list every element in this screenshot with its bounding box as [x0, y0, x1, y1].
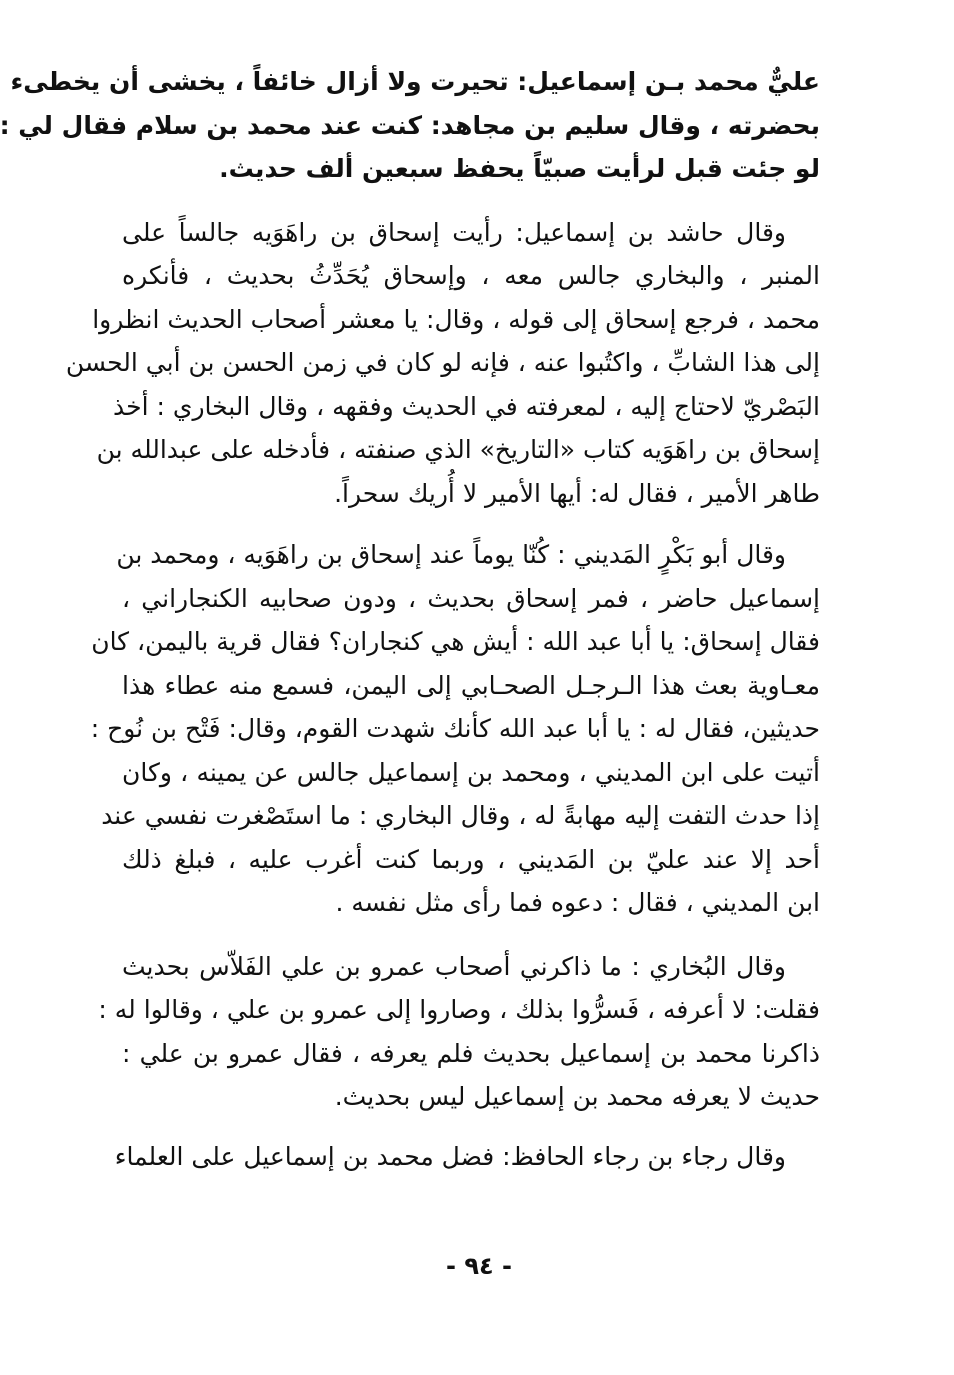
text-line: البَصْريّ لاحتاج إليه ، لمعرفته في الحديث وفقهه ، وقال البخاري : أخذ — [113, 391, 820, 421]
text-line: ابن المديني ، فقال : دعوه فما رأى مثل نفسه . — [335, 888, 820, 917]
page-number: - ٩٤ - — [446, 1252, 512, 1280]
text-line: إسحاق بن راهَوَيه كتاب «التاريخ» الذي صنفته ، فأدخله على عبدالله بن — [96, 435, 820, 464]
text-line: طاهر الأمير ، فقال له: أيها الأمير لا أُريك سحراً. — [334, 478, 820, 508]
text-line: وقال حاشد بن إسماعيل: رأيت إسحاق بن راهَوَيه جالساً على — [122, 217, 786, 247]
text-line: فقلت: لا أعرفه ، فَسرُّوا بذلك ، وصاروا إلى عمرو بن علي ، وقالوا له : — [98, 995, 820, 1024]
text-line: عليٌّ محمد بـن إسماعيل: تحيرت ولا أزال خائفاً ، يخشى أن يخطىء — [10, 67, 820, 96]
text-line: فقال إسحاق: يا أبا عبد الله : أيش هي كنجاران؟ فقال قرية باليمن، كان — [91, 627, 820, 656]
text-line: أحد إلا عند عليّ بن المَديني ، وربما كنت أغرب عليه ، فبلغ ذلك — [122, 844, 820, 874]
paragraph-5 — [114, 1135, 820, 1179]
text-line: وقال أبو بَكْرٍ المَديني : كُنّا يوماً عند إسحاق بن راهَوَيه ، ومحمد بن — [116, 540, 786, 569]
text-line: حديث لا يعرفه محمد بن إسماعيل ليس بحديث. — [334, 1082, 820, 1111]
text-line: معـاوية بعث هذا الـرجـل الصحـابي إلى اليمن، فسمع منه عطاء هذا — [122, 670, 820, 700]
paragraph-1 — [0, 60, 820, 191]
text-line: بحضرته ، وقال سليم بن مجاهد: كنت عند محمد بن سلام فقال لي : — [0, 110, 820, 140]
text-line: أتيت على ابن المديني ، ومحمد بن إسماعيل جالس عن يمينه ، وكان — [122, 757, 820, 787]
text-line: إلى هذا الشابِّ ، واكتُبوا عنه ، فإنه لو كان في زمن الحسن بن أبي الحسن — [65, 348, 820, 377]
text-line: ذاكرنا محمد بن إسماعيل بحديث فلم يعرفه ، فقال عمرو بن علي : — [122, 1038, 820, 1068]
text-line: إسماعيل حاضر ، فمر إسحاق بحديث ، ودون صحابيه الكنجاراني ، — [122, 583, 820, 613]
text-line: المنبر ، والبخاري جالس معه ، وإسحاق يُحَدِّثُ بحديث ، فأنكره — [122, 261, 820, 290]
paragraph-2 — [65, 211, 820, 516]
text-line: وقال البُخاري : ما ذاكرني أصحاب عمرو بن علي الفَلاّس بحديث — [122, 951, 786, 981]
text-line: إذا حدث التفت إليه مهابةً له ، وقال البخاري : ما استَصْغرت نفسي عند — [101, 801, 820, 830]
text-line: وقال رجاء بن رجاء الحافظ: فضل محمد بن إسماعيل على العلماء — [114, 1141, 786, 1171]
paragraph-3 — [90, 533, 820, 925]
text-line: محمد ، فرجع إسحاق إلى قوله ، وقال: يا معشر أصحاب الحديث انظروا — [92, 304, 820, 334]
text-line: حديثين، فقال له : يا أبا عبد الله كأنك شهدت القوم، وقال: فَتْح بن نُوح : — [90, 714, 820, 743]
paragraph-4 — [98, 945, 820, 1119]
book-page — [0, 60, 820, 1350]
text-line: لو جئت قبل لرأيت صبيّاً يحفظ سبعين ألف حديث. — [219, 154, 820, 183]
